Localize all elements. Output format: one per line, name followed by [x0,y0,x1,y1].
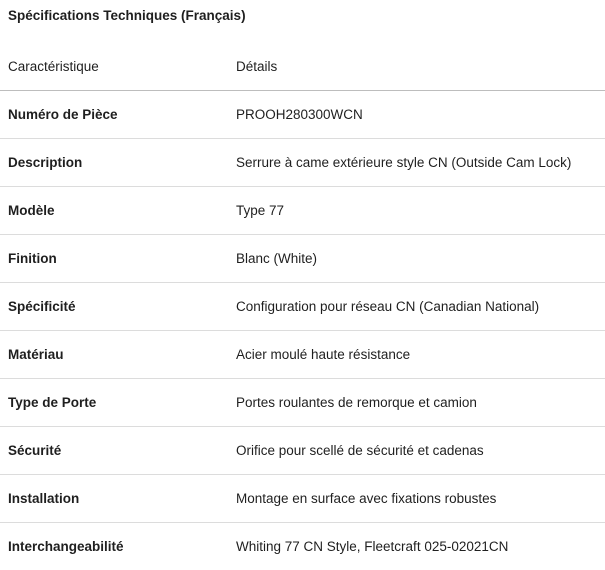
row-value: Portes roulantes de remorque et camion [228,379,605,427]
row-key: Spécificité [0,283,228,331]
table-row [0,427,605,475]
row-value: Acier moulé haute résistance [228,331,605,379]
table-header-row [0,43,605,91]
row-value: Blanc (White) [228,235,605,283]
row-value: Configuration pour réseau CN (Canadian National) [228,283,605,331]
table-row [0,523,605,570]
row-value: Type 77 [228,187,605,235]
row-value: Orifice pour scellé de sécurité et cadenas [228,427,605,475]
table-row [0,283,605,331]
row-value: Serrure à came extérieure style CN (Outside Cam Lock) [228,139,605,187]
document-title: Spécifications Techniques (Français) [8,8,246,23]
row-value: Montage en surface avec fixations robustes [228,475,605,523]
table-row [0,475,605,523]
table-row [0,91,605,139]
table-row [0,331,605,379]
column-header-details: Détails [228,43,605,91]
row-value: Whiting 77 CN Style, Fleetcraft 025-02021CN [228,523,605,570]
row-key: Installation [0,475,228,523]
row-key: Numéro de Pièce [0,91,228,139]
row-key: Sécurité [0,427,228,475]
table-row [0,379,605,427]
table-row [0,235,605,283]
column-header-characteristic: Caractéristique [0,43,228,91]
row-key: Matériau [0,331,228,379]
table-row [0,139,605,187]
row-key: Interchangeabilité [0,523,228,570]
spec-table [0,43,605,570]
row-key: Finition [0,235,228,283]
row-key: Modèle [0,187,228,235]
row-key: Description [0,139,228,187]
row-value: PROOH280300WCN [228,91,605,139]
table-row [0,187,605,235]
row-key: Type de Porte [0,379,228,427]
